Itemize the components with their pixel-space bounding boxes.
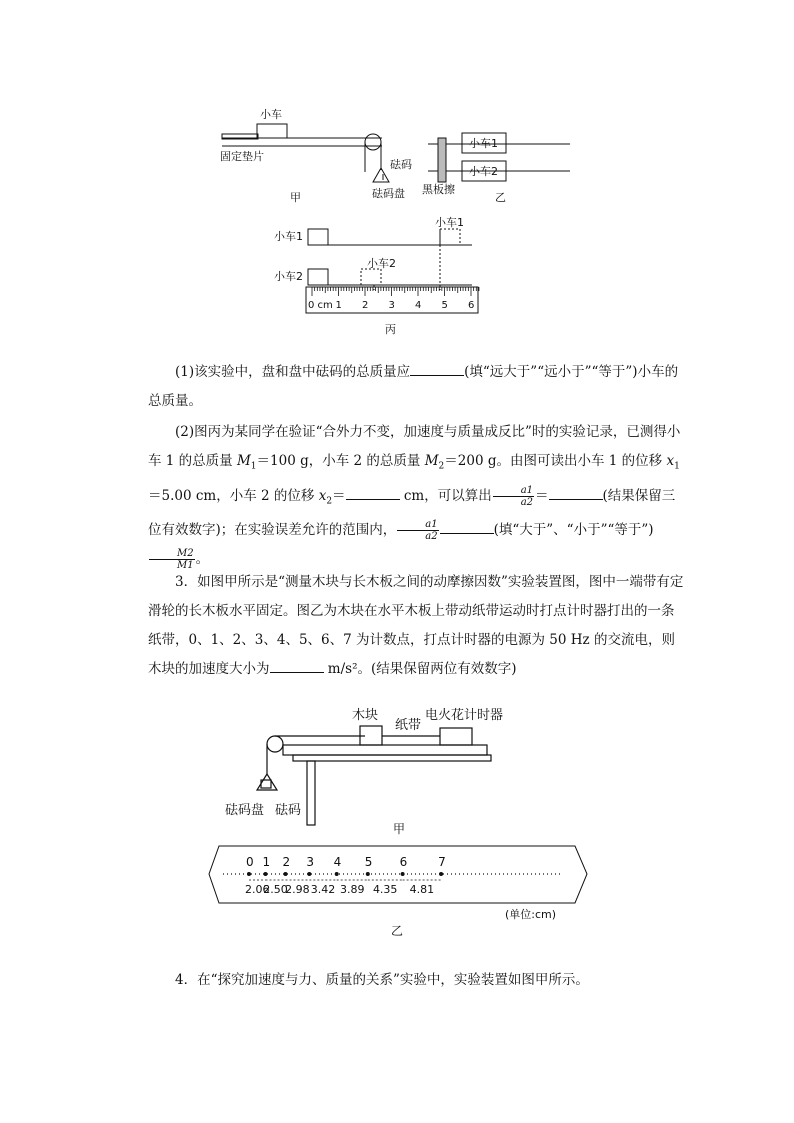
mid-tape-label: 纸带 xyxy=(395,718,422,733)
frac-a-num: a1 xyxy=(493,485,534,497)
q2-m1: M xyxy=(236,453,251,469)
answer-blank-5[interactable] xyxy=(270,658,324,673)
bing-car1-label: 小车1 xyxy=(274,230,303,243)
spark-timer xyxy=(440,728,472,745)
q2-p2-d: ＝5.00 cm，小车 2 的位移 xyxy=(148,487,319,504)
bing-car2-label: 小车2 xyxy=(274,270,303,283)
jia-pan-label: 砝码盘 xyxy=(372,187,405,200)
q2-x2-sub: 2 xyxy=(326,496,333,507)
mid-timer-label: 电火花计时器 xyxy=(425,708,504,723)
board xyxy=(283,745,487,755)
answer-blank-1[interactable] xyxy=(410,361,464,376)
car-jia xyxy=(257,124,287,138)
count-point xyxy=(439,872,443,876)
count-point xyxy=(247,872,251,876)
q2-p2-i: (填“大于”、“小于”“等于”) xyxy=(493,522,654,539)
frac-a-den: a2 xyxy=(520,496,534,508)
q2-p2-e: ＝ xyxy=(332,487,346,504)
jia-pad-label: 固定垫片 xyxy=(220,150,264,163)
mid-pan-label: 砝码盘 xyxy=(225,803,265,818)
eraser xyxy=(438,138,446,182)
q2-m2-sub: 2 xyxy=(438,461,445,472)
q4-text xyxy=(148,966,686,995)
yi-car1-label: 小车1 xyxy=(469,137,498,150)
q3-text xyxy=(148,568,686,684)
count-point-label: 4 xyxy=(333,855,342,869)
mid-weight-label: 砝码 xyxy=(275,803,302,818)
car1-start xyxy=(308,229,328,245)
ruler-ticks xyxy=(308,287,479,311)
q2-part1 xyxy=(148,358,686,416)
ruler-tick-label: 2 xyxy=(362,300,369,311)
count-point-label: 3 xyxy=(306,855,314,869)
gap-value: 4.81 xyxy=(409,883,435,896)
count-point xyxy=(283,872,287,876)
bing-caption: 丙 xyxy=(385,323,396,336)
q2-p1-tail: (填“远大于”“远小于”“等于”)小车的总质量。 xyxy=(148,364,679,409)
table-leg xyxy=(307,761,315,825)
jia-caption: 甲 xyxy=(290,191,301,204)
fraction-a1-a2-compare xyxy=(397,519,438,542)
frac-a-num-2: a1 xyxy=(397,519,438,531)
car1-end xyxy=(440,229,460,245)
gap-value: 2.50 xyxy=(263,883,288,896)
count-point xyxy=(401,872,405,876)
q2-m1-sub: 1 xyxy=(250,461,257,472)
ruler-tick-label: 6 xyxy=(468,300,475,311)
count-point-label: 6 xyxy=(399,855,408,869)
q3-text-b: m/s²。(结果保留两位有效数字) xyxy=(323,661,517,677)
q4-line: 4．在“探究加速度与力、质量的关系”实验中，实验装置如图甲所示。 xyxy=(175,972,589,988)
gap-value: 2.98 xyxy=(285,883,310,896)
q2-m2: M xyxy=(424,453,439,469)
q2-p2-end: 。 xyxy=(195,551,210,568)
gap-value: 4.35 xyxy=(372,883,398,896)
frac-m-den: M1 xyxy=(177,560,194,572)
count-point-label: 5 xyxy=(364,855,373,869)
figure-top xyxy=(210,100,600,345)
figure-mid-svg xyxy=(205,700,590,940)
mid-caption-yi: 乙 xyxy=(391,924,404,938)
frac-m-num: M2 xyxy=(149,548,195,560)
q2-p2-a: (2)图丙为某同学在验证“合外力不变，加速度与质量成反比”时的实验记录，已测得小车 1 的总质量 xyxy=(148,424,681,469)
diagram-yi xyxy=(428,133,570,182)
q2-p2-f: cm，可以算出 xyxy=(399,487,492,504)
count-point-label: 0 xyxy=(246,855,254,869)
ruler-tick-label: 1 xyxy=(335,300,342,311)
q2-x2: x xyxy=(318,487,327,504)
q2-x1: x xyxy=(666,453,675,469)
mid-caption-jia: 甲 xyxy=(393,822,406,836)
q2-p2-b: ＝100 g，小车 2 的总质量 xyxy=(256,453,425,469)
jia-weight-label: 砝码 xyxy=(390,158,412,171)
figure-mid xyxy=(205,700,590,940)
count-point xyxy=(366,872,370,876)
figure-top-svg xyxy=(210,100,600,345)
ruler-tick-label: 0 cm xyxy=(308,300,333,311)
car2-end xyxy=(361,269,381,285)
count-point-label: 1 xyxy=(262,855,271,869)
fraction-a1-a2 xyxy=(493,485,534,508)
count-point-label: 7 xyxy=(438,855,446,869)
frac-a-den-2: a2 xyxy=(425,531,438,543)
mid-block-label: 木块 xyxy=(352,708,379,723)
q2-x1-sub: 1 xyxy=(674,461,680,472)
q2-p2-c: ＝200 g。由图可读出小车 1 的位移 xyxy=(444,453,667,469)
count-point xyxy=(307,872,311,876)
answer-blank-4[interactable] xyxy=(440,519,494,534)
count-point xyxy=(335,872,339,876)
pulley-icon xyxy=(267,736,283,752)
yi-car2-label: 小车2 xyxy=(469,165,498,178)
count-point xyxy=(263,872,267,876)
gap-value: 3.89 xyxy=(339,883,365,896)
yi-eraser-label: 黑板擦 xyxy=(422,183,455,196)
yi-caption: 乙 xyxy=(495,191,506,204)
q2-p2-h: (结果保留三位有效数字)；在实验误差允许的范围内， xyxy=(148,487,676,539)
gap-value: 3.42 xyxy=(310,883,336,896)
gap-value: 2.06 xyxy=(244,883,270,896)
q2-part2 xyxy=(148,418,686,574)
tape-unit: (单位:cm) xyxy=(505,908,557,921)
ruler-tick-label: 3 xyxy=(388,300,395,311)
count-point-label: 2 xyxy=(282,855,291,869)
q3-text-a: 3．如图甲所示是“测量木块与长木板之间的动摩擦因数”实验装置图，图中一端带有定滑轮的长木板水平固定。图乙为木块在水平木板上带动纸带运动时打点计时器打出的一条纸带，0、1、2、3、4、5、6、7 为计数点，打点计时器的电源为 50 Hz 的交流电，则木块的加速度大小为 xyxy=(148,574,684,677)
bing-car1-end-label: 小车1 xyxy=(435,216,464,229)
pulley-icon xyxy=(365,134,381,150)
tape-points xyxy=(245,855,446,896)
table xyxy=(293,755,491,761)
answer-blank-2[interactable] xyxy=(346,485,400,500)
bing-car2-end-label: 小车2 xyxy=(367,257,396,270)
ruler-tick-label: 4 xyxy=(415,300,422,311)
answer-blank-3[interactable] xyxy=(549,485,603,500)
jia-car-label: 小车 xyxy=(260,108,282,121)
car2-start xyxy=(308,269,328,285)
q2-p2-g: ＝ xyxy=(535,487,549,504)
q2-p1: (1)该实验中，盘和盘中砝码的总质量应 xyxy=(175,364,411,380)
ruler-tick-label: 5 xyxy=(441,300,448,311)
